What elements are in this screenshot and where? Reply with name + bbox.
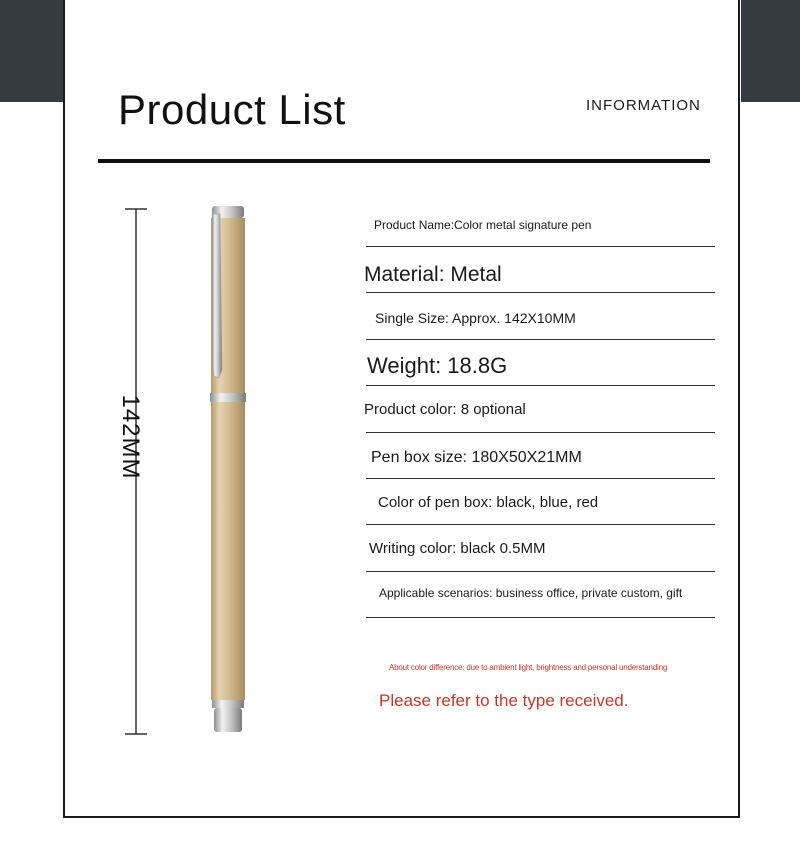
title-divider bbox=[98, 159, 710, 163]
top-right-dark-band bbox=[741, 0, 800, 102]
spec-material: Material: Metal bbox=[364, 263, 502, 286]
page-title: Product List bbox=[118, 86, 346, 133]
section-tag: INFORMATION bbox=[586, 97, 701, 114]
spec-row-material bbox=[366, 247, 715, 293]
spec-row-weight bbox=[366, 340, 715, 386]
spec-scenarios: Applicable scenarios: business office, private custom, gift bbox=[379, 586, 683, 600]
spec-weight: Weight: 18.8G bbox=[367, 353, 508, 378]
refer-note: Please refer to the type received. bbox=[379, 691, 629, 710]
spec-product-name: Product Name:Color metal signature pen bbox=[374, 218, 592, 232]
spec-row-size bbox=[366, 293, 715, 340]
spec-box-size: Pen box size: 180X50X21MM bbox=[371, 449, 582, 466]
dimension-label: 142MM bbox=[117, 394, 144, 480]
spec-size: Single Size: Approx. 142X10MM bbox=[375, 310, 576, 326]
spec-row-scenarios bbox=[366, 572, 715, 618]
color-difference-note: About color difference: due to ambient light, brightness and personal understanding bbox=[389, 663, 668, 672]
spec-writing-color: Writing color: black 0.5MM bbox=[369, 540, 546, 557]
spec-box-color: Color of pen box: black, blue, red bbox=[378, 494, 599, 511]
spec-row-product-color bbox=[366, 386, 715, 433]
spec-row-box-color bbox=[366, 479, 715, 525]
spec-product-color: Product color: 8 optional bbox=[364, 401, 526, 418]
spec-row-writing-color bbox=[366, 525, 715, 572]
pen-image bbox=[200, 200, 260, 740]
top-left-dark-band bbox=[0, 0, 63, 102]
spec-row-product-name bbox=[366, 208, 715, 247]
spec-row-box-size bbox=[366, 433, 715, 479]
